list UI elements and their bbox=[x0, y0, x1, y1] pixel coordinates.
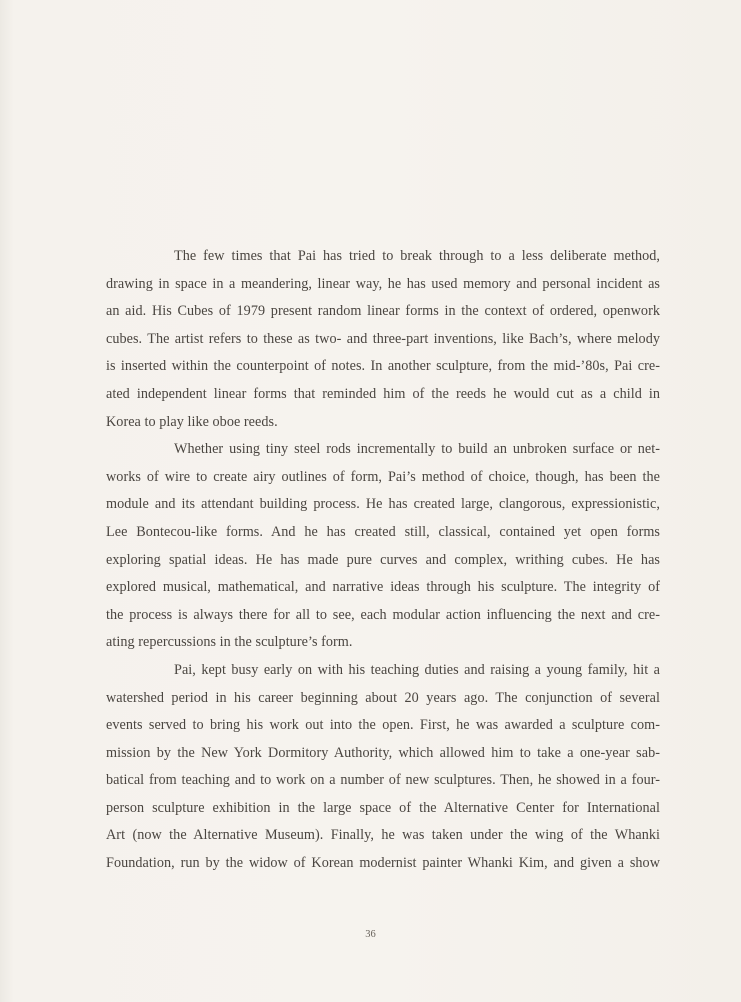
body-text bbox=[106, 243, 660, 878]
paragraph-2 bbox=[106, 436, 660, 657]
text-line: explored musical, mathematical, and narrative ideas through his sculpture. The integrity of bbox=[106, 579, 660, 596]
text-line: works of wire to create airy outlines of form, Pai’s method of choice, though, has been the bbox=[106, 468, 660, 485]
text-line: Korea to play like oboe reeds. bbox=[106, 413, 278, 430]
text-line: ated independent linear forms that reminded him of the reeds he would cut as a child in bbox=[106, 385, 660, 402]
text-line: Lee Bontecou-like forms. And he has created still, classical, contained yet open forms bbox=[106, 523, 660, 540]
text-line: Pai, kept busy early on with his teaching duties and raising a young family, hit a bbox=[174, 661, 660, 678]
text-line: drawing in space in a meandering, linear way, he has used memory and personal incident as bbox=[106, 275, 660, 292]
text-line: the process is always there for all to see, each modular action influencing the next and cre- bbox=[106, 606, 660, 623]
text-line: exploring spatial ideas. He has made pure curves and complex, writhing cubes. He has bbox=[106, 551, 660, 568]
text-line: mission by the New York Dormitory Authority, which allowed him to take a one-year sab- bbox=[106, 744, 660, 761]
text-line: The few times that Pai has tried to break through to a less deliberate method, bbox=[174, 248, 660, 264]
text-line: Art (now the Alternative Museum). Finally, he was taken under the wing of the Whanki bbox=[106, 827, 660, 844]
text-line: is inserted within the counterpoint of notes. In another sculpture, from the mid-’80s, Pai cre- bbox=[106, 358, 660, 375]
paragraph-3 bbox=[106, 657, 660, 878]
text-line: watershed period in his career beginning about 20 years ago. The conjunction of several bbox=[106, 689, 660, 706]
paragraph-1 bbox=[106, 243, 660, 436]
text-line: cubes. The artist refers to these as two- and three-part inventions, like Bach’s, where melody bbox=[106, 330, 660, 347]
text-line: batical from teaching and to work on a number of new sculptures. Then, he showed in a four- bbox=[106, 772, 660, 789]
text-line: ating repercussions in the sculpture’s form. bbox=[106, 634, 353, 651]
text-line: person sculpture exhibition in the large space of the Alternative Center for International bbox=[106, 799, 660, 816]
text-line: module and its attendant building process. He has created large, clangorous, expressionistic, bbox=[106, 496, 660, 513]
text-line: an aid. His Cubes of 1979 present random linear forms in the context of ordered, openwork bbox=[106, 303, 660, 320]
page-number: 36 bbox=[365, 929, 376, 940]
text-line: Foundation, run by the widow of Korean modernist painter Whanki Kim, and given a show bbox=[106, 855, 660, 872]
text-line: Whether using tiny steel rods incrementally to build an unbroken surface or net- bbox=[174, 441, 660, 458]
text-line: events served to bring his work out into the open. First, he was awarded a sculpture com- bbox=[106, 717, 660, 734]
